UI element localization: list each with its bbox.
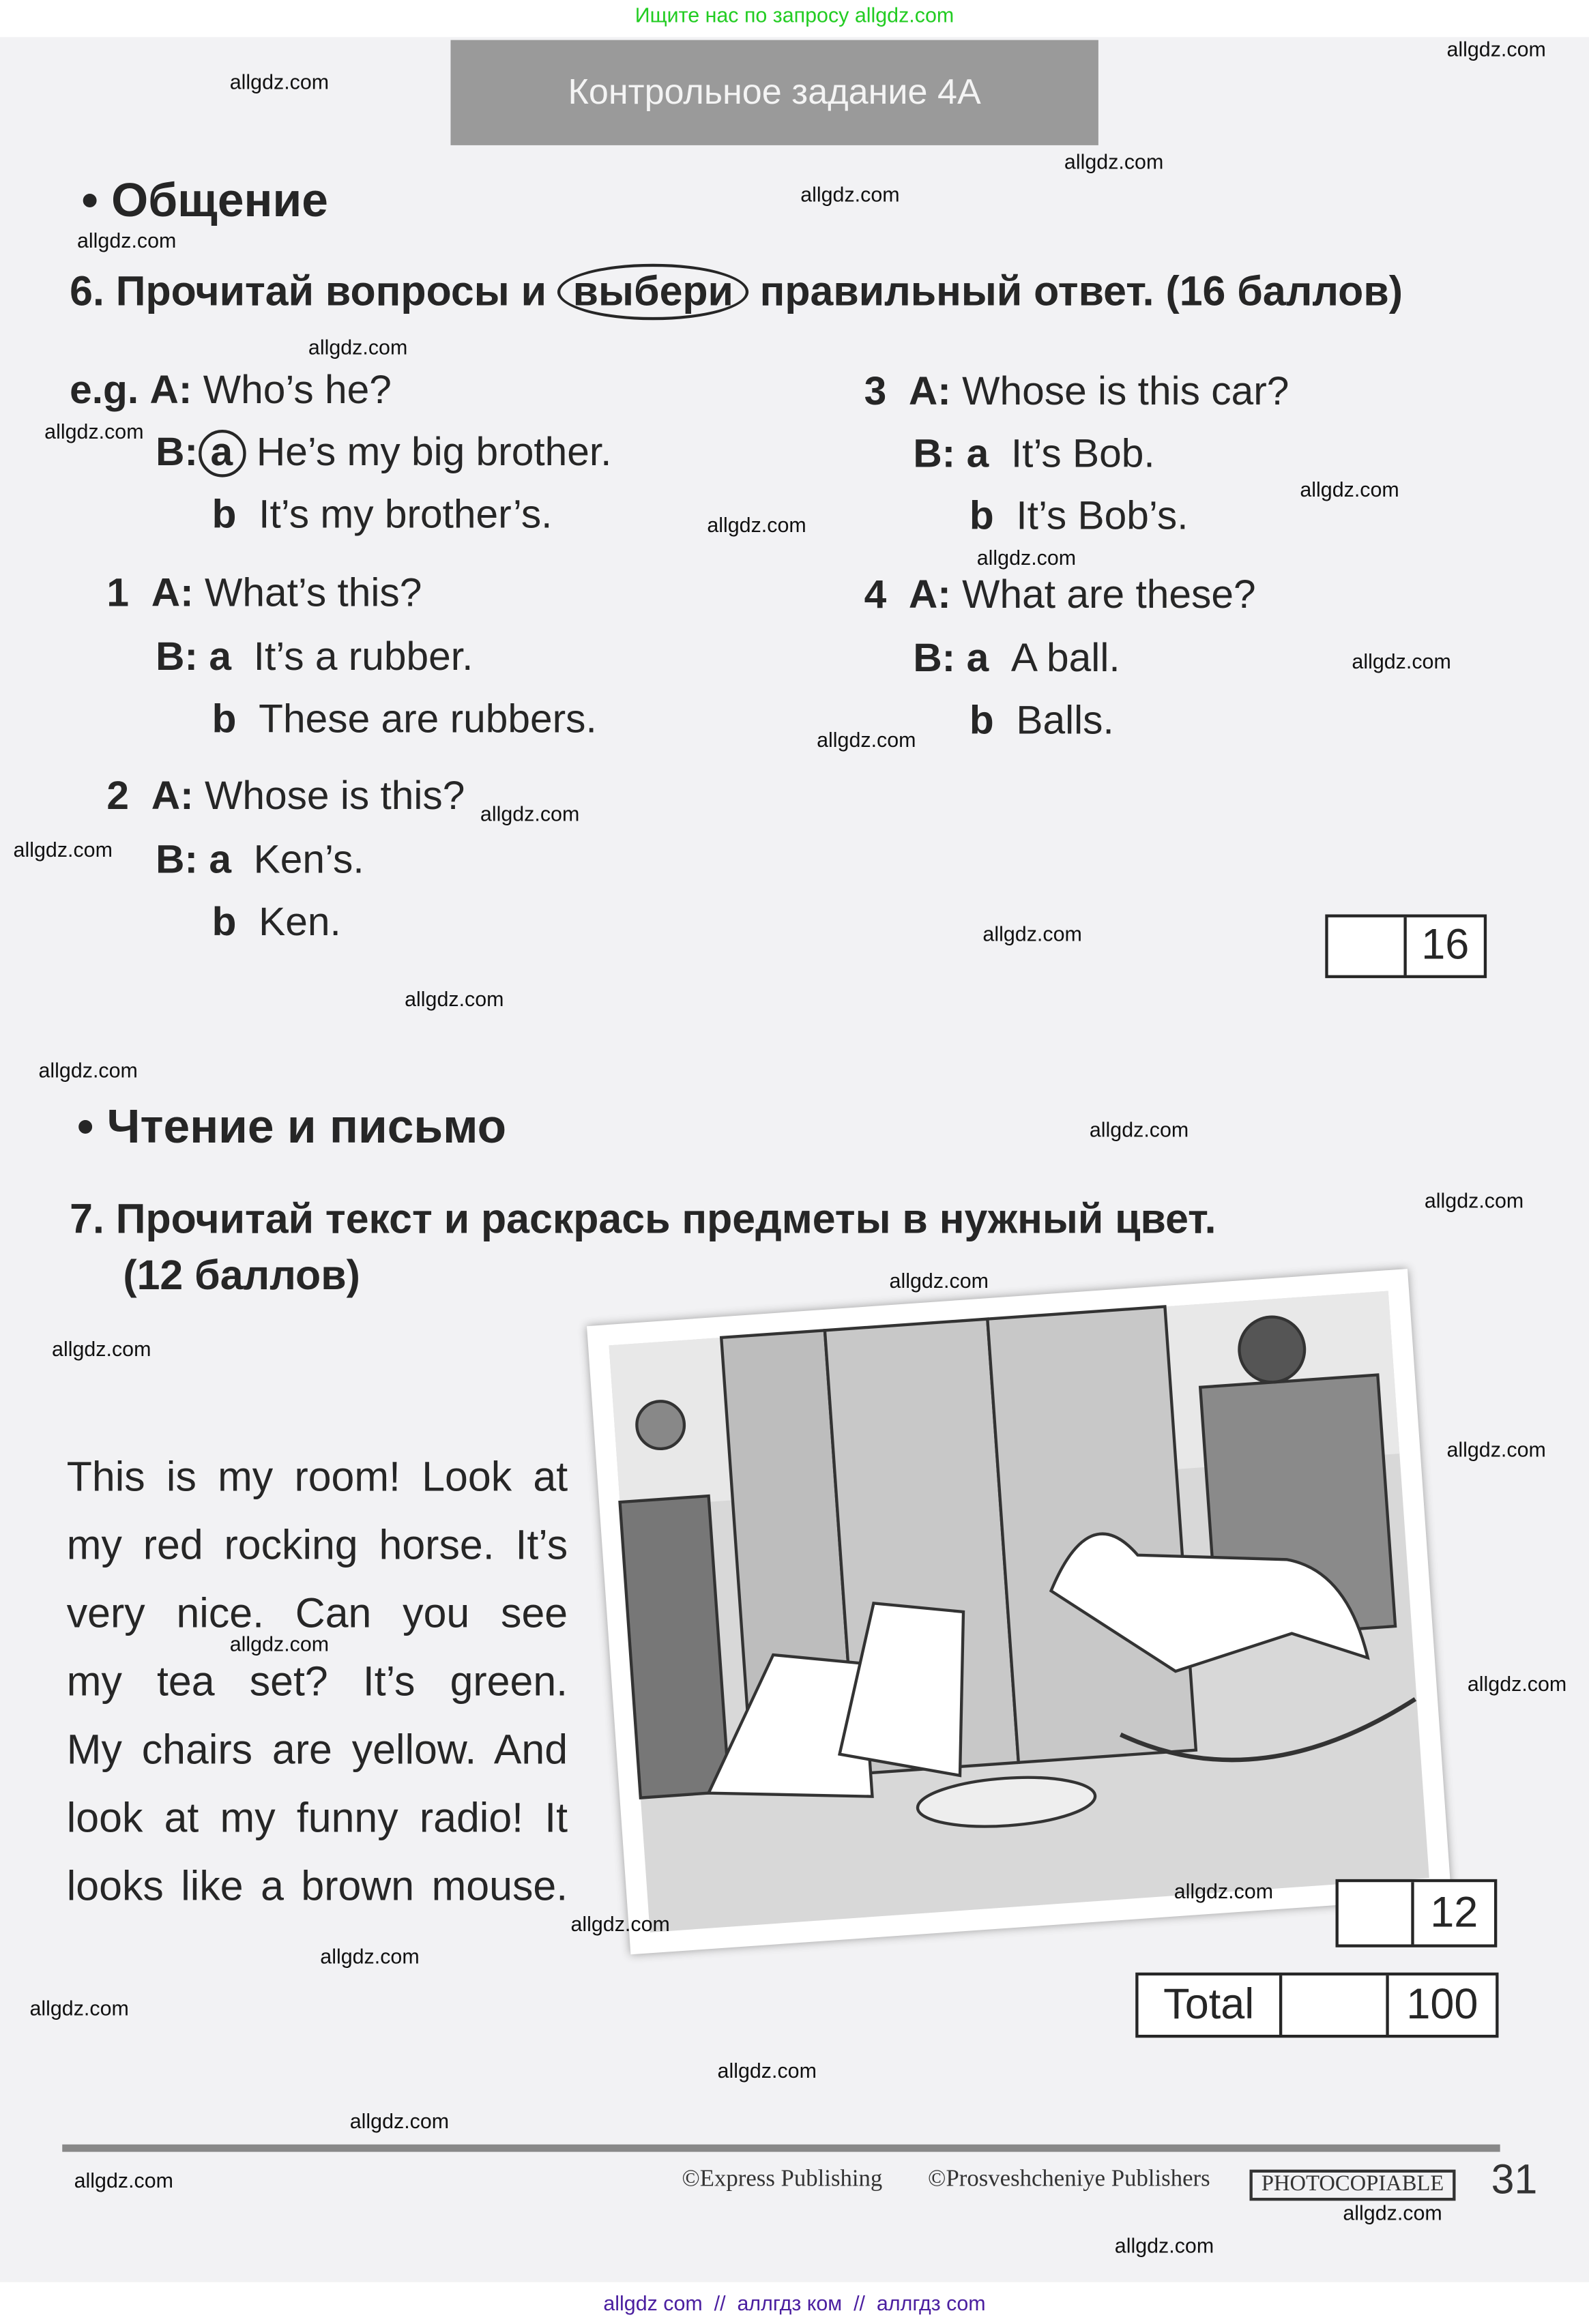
bottom-banner[interactable]: allgdz com // аллгдз ком // аллгдз com bbox=[603, 2291, 986, 2315]
photocopiable-badge: PHOTOCOPIABLE bbox=[1250, 2170, 1456, 2201]
question-3: 3 A: Whose is this car? bbox=[864, 368, 1289, 414]
footer-divider bbox=[62, 2145, 1500, 2152]
watermark: allgdz.com bbox=[570, 1911, 670, 1936]
score-box-task-7 bbox=[1336, 1879, 1498, 1947]
top-search-banner[interactable]: Ищите нас по запросу allgdz.com bbox=[635, 3, 954, 27]
question-3-option-a[interactable]: B: a It’s Bob. bbox=[913, 431, 1155, 476]
watermark: allgdz.com bbox=[320, 1944, 420, 1969]
page-title-text: Контрольное задание 4A bbox=[568, 72, 981, 113]
watermark: allgdz.com bbox=[480, 801, 580, 826]
question-2: 2 A: Whose is this? bbox=[106, 774, 465, 819]
reading-text bbox=[67, 1443, 568, 1921]
watermark: allgdz.com bbox=[707, 512, 806, 537]
watermark: allgdz.com bbox=[44, 419, 144, 443]
watermark: allgdz.com bbox=[74, 2168, 174, 2192]
watermark: allgdz.com bbox=[800, 182, 900, 206]
text-line: This is my room! Look at bbox=[66, 1454, 568, 1500]
question-2-option-a[interactable]: B: a Ken’s. bbox=[156, 837, 364, 882]
watermark: allgdz.com bbox=[982, 922, 1082, 946]
task-6-text: 6. Прочитай вопросы и bbox=[70, 268, 547, 314]
page-title bbox=[450, 40, 1098, 145]
watermark: allgdz.com bbox=[1446, 1437, 1546, 1462]
example-question: e.g. A: Who’s he? bbox=[70, 367, 392, 412]
watermark: allgdz.com bbox=[349, 2108, 450, 2133]
watermark: allgdz.com bbox=[13, 837, 113, 862]
room-drawing bbox=[587, 1269, 1451, 1954]
text-line: look at my funny radio! It bbox=[66, 1795, 568, 1841]
task-6-text-end: правильный ответ. (16 баллов) bbox=[759, 268, 1403, 314]
total-score-input[interactable] bbox=[1282, 1975, 1388, 2035]
question-4: 4 A: What are these? bbox=[864, 572, 1256, 617]
score-max-task-7: 12 bbox=[1430, 1888, 1478, 1937]
watermark: allgdz.com bbox=[1114, 2233, 1214, 2257]
watermark: allgdz.com bbox=[976, 545, 1077, 570]
watermark: allgdz.com bbox=[1343, 2201, 1442, 2225]
watermark: allgdz.com bbox=[38, 1058, 138, 1082]
watermark: allgdz.com bbox=[1173, 1879, 1274, 1903]
publisher-prosveshcheniye: ©Prosveshcheniye Publishers bbox=[928, 2166, 1210, 2192]
watermark: allgdz.com bbox=[717, 2058, 817, 2083]
section-heading-reading-writing: • Чтение и письмо bbox=[76, 1100, 507, 1153]
watermark: allgdz.com bbox=[1352, 649, 1451, 673]
watermark: allgdz.com bbox=[52, 1336, 151, 1361]
watermark: allgdz.com bbox=[1424, 1188, 1524, 1213]
task-7-points: (12 баллов) bbox=[123, 1252, 360, 1299]
watermark: allgdz.com bbox=[229, 1632, 330, 1656]
watermark: allgdz.com bbox=[29, 1996, 129, 2020]
question-4-option-b[interactable]: b Balls. bbox=[969, 698, 1114, 743]
question-1: 1 A: What’s this? bbox=[106, 570, 422, 615]
watermark: allgdz.com bbox=[1300, 477, 1399, 501]
watermark: allgdz.com bbox=[1467, 1671, 1567, 1696]
page-number: 31 bbox=[1491, 2156, 1538, 2203]
watermark: allgdz.com bbox=[308, 335, 408, 359]
total-max: 100 bbox=[1406, 1980, 1478, 2029]
question-1-option-a[interactable]: B: a It’s a rubber. bbox=[156, 634, 473, 679]
total-score-box bbox=[1135, 1973, 1498, 2038]
total-label: Total bbox=[1139, 1975, 1283, 2035]
watermark: allgdz.com bbox=[1089, 1117, 1189, 1141]
section-heading-communication: • Общение bbox=[81, 173, 328, 227]
text-line: very nice. Can you see bbox=[66, 1590, 568, 1636]
question-2-option-b[interactable]: b Ken. bbox=[212, 899, 341, 944]
score-box-task-6 bbox=[1325, 914, 1487, 977]
watermark: allgdz.com bbox=[405, 986, 504, 1011]
question-3-option-b[interactable]: b It’s Bob’s. bbox=[969, 493, 1189, 538]
watermark: allgdz.com bbox=[817, 727, 916, 752]
score-input-task-7[interactable] bbox=[1339, 1882, 1414, 1944]
room-illustration[interactable] bbox=[587, 1269, 1451, 1954]
watermark: allgdz.com bbox=[76, 228, 177, 252]
text-line: looks like a brown mouse. bbox=[66, 1862, 568, 1909]
watermark: allgdz.com bbox=[1064, 149, 1164, 174]
example-option-b: b It’s my brother’s. bbox=[212, 492, 553, 537]
task-6-circled-word: выбери bbox=[558, 264, 748, 321]
score-max-task-6: 16 bbox=[1421, 922, 1470, 969]
task-7-instruction: 7. Прочитай текст и раскрась предметы в нужный цвет. bbox=[70, 1196, 1216, 1242]
selected-answer-circle: a bbox=[198, 430, 246, 477]
watermark: allgdz.com bbox=[229, 70, 330, 93]
text-line: my tea set? It’s green. bbox=[66, 1658, 568, 1705]
task-6-instruction bbox=[70, 264, 1403, 321]
score-input-task-6[interactable] bbox=[1328, 917, 1407, 975]
question-1-option-b[interactable]: b These are rubbers. bbox=[212, 696, 597, 741]
publisher-express: ©Express Publishing bbox=[682, 2166, 883, 2192]
text-line: My chairs are yellow. And bbox=[66, 1726, 568, 1773]
watermark: allgdz.com bbox=[889, 1268, 989, 1293]
watermark: allgdz.com bbox=[1446, 37, 1546, 61]
question-4-option-a[interactable]: B: a A ball. bbox=[913, 636, 1120, 681]
example-option-a: B: a He’s my big brother. bbox=[156, 430, 611, 477]
text-line: my red rocking horse. It’s bbox=[66, 1522, 568, 1568]
